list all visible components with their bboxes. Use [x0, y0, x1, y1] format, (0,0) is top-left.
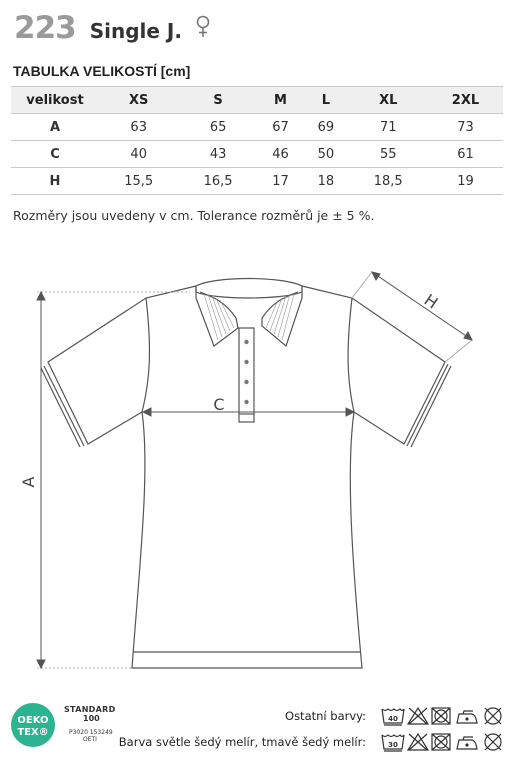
iron-icon: [457, 737, 477, 749]
table-cell: 67: [258, 114, 303, 141]
column-header: XL: [349, 87, 428, 114]
wash-temp: 40: [388, 715, 398, 723]
table-cell: 16,5: [178, 168, 257, 195]
tumble-dry-icon: [432, 708, 450, 724]
left-sleeve-cuff: [41, 368, 80, 447]
table-cell: 40: [99, 141, 178, 168]
row-label: C: [11, 141, 99, 168]
polo-shirt-drawing: [0, 258, 512, 678]
no-dry-clean-icon: [485, 708, 501, 724]
right-sleeve-cuff: [411, 366, 451, 447]
product-name: Single J.: [89, 19, 182, 43]
button: [244, 360, 248, 364]
column-header: velikost: [11, 87, 99, 114]
no-bleach-icon: [408, 734, 428, 750]
table-cell: 63: [99, 114, 178, 141]
table-row: [11, 114, 503, 141]
standard-code: P3020 153249: [69, 729, 113, 736]
table-cell: 18,5: [349, 168, 428, 195]
button: [244, 380, 248, 384]
row-label: A: [11, 114, 99, 141]
size-table-header-row: [11, 87, 503, 114]
dimension-label-h: H: [420, 290, 442, 313]
standard-100-block: [64, 705, 116, 743]
collar-right: [262, 286, 302, 346]
care-label-melange: Barva světle šedý melír, tmavě šedý melír:: [118, 735, 366, 749]
care-label-other: Ostatní barvy:: [285, 709, 366, 723]
column-header: L: [303, 87, 348, 114]
product-code: 223: [14, 10, 76, 46]
tumble-dry-icon: [432, 734, 450, 750]
standard-title: STANDARD: [64, 705, 116, 714]
standard-number: 100: [83, 714, 100, 723]
table-cell: 65: [178, 114, 257, 141]
care-symbols-row-2: [381, 732, 509, 752]
column-header: XS: [99, 87, 178, 114]
product-header: [14, 8, 210, 48]
size-table-title: TABULKA VELIKOSTÍ [cm]: [13, 63, 191, 79]
column-header: M: [258, 87, 303, 114]
table-cell: 15,5: [99, 168, 178, 195]
dimension-label-a: A: [19, 476, 38, 488]
iron-icon: [457, 711, 477, 723]
table-cell: 50: [303, 141, 348, 168]
no-dry-clean-icon: [485, 734, 501, 750]
oeko-tex-logo: [10, 702, 56, 748]
table-cell: 43: [178, 141, 257, 168]
tolerance-note: Rozměry jsou uvedeny v cm. Tolerance rozměrů je ± 5 %.: [13, 208, 375, 223]
table-cell: 18: [303, 168, 348, 195]
standard-institute: OETI: [83, 736, 97, 743]
wash-temp: 30: [388, 741, 398, 749]
column-header: S: [178, 87, 257, 114]
table-cell: 71: [349, 114, 428, 141]
table-cell: 46: [258, 141, 303, 168]
no-bleach-icon: [408, 708, 428, 724]
table-cell: 73: [428, 114, 503, 141]
button: [244, 400, 248, 404]
table-cell: 17: [258, 168, 303, 195]
oeko-line2: TEX®: [17, 727, 49, 738]
table-row: [11, 141, 503, 168]
table-cell: 55: [349, 141, 428, 168]
table-cell: 19: [428, 168, 503, 195]
column-header: 2XL: [428, 87, 503, 114]
table-row: [11, 168, 503, 195]
button: [244, 340, 248, 344]
row-label: H: [11, 168, 99, 195]
size-table: [11, 86, 503, 195]
dimension-label-c: C: [213, 395, 225, 414]
table-cell: 61: [428, 141, 503, 168]
collar-back: [196, 279, 302, 299]
female-symbol-icon: [196, 15, 210, 44]
care-symbols-row-1: [381, 706, 509, 726]
oeko-line1: OEKO: [17, 715, 49, 726]
table-cell: 69: [303, 114, 348, 141]
